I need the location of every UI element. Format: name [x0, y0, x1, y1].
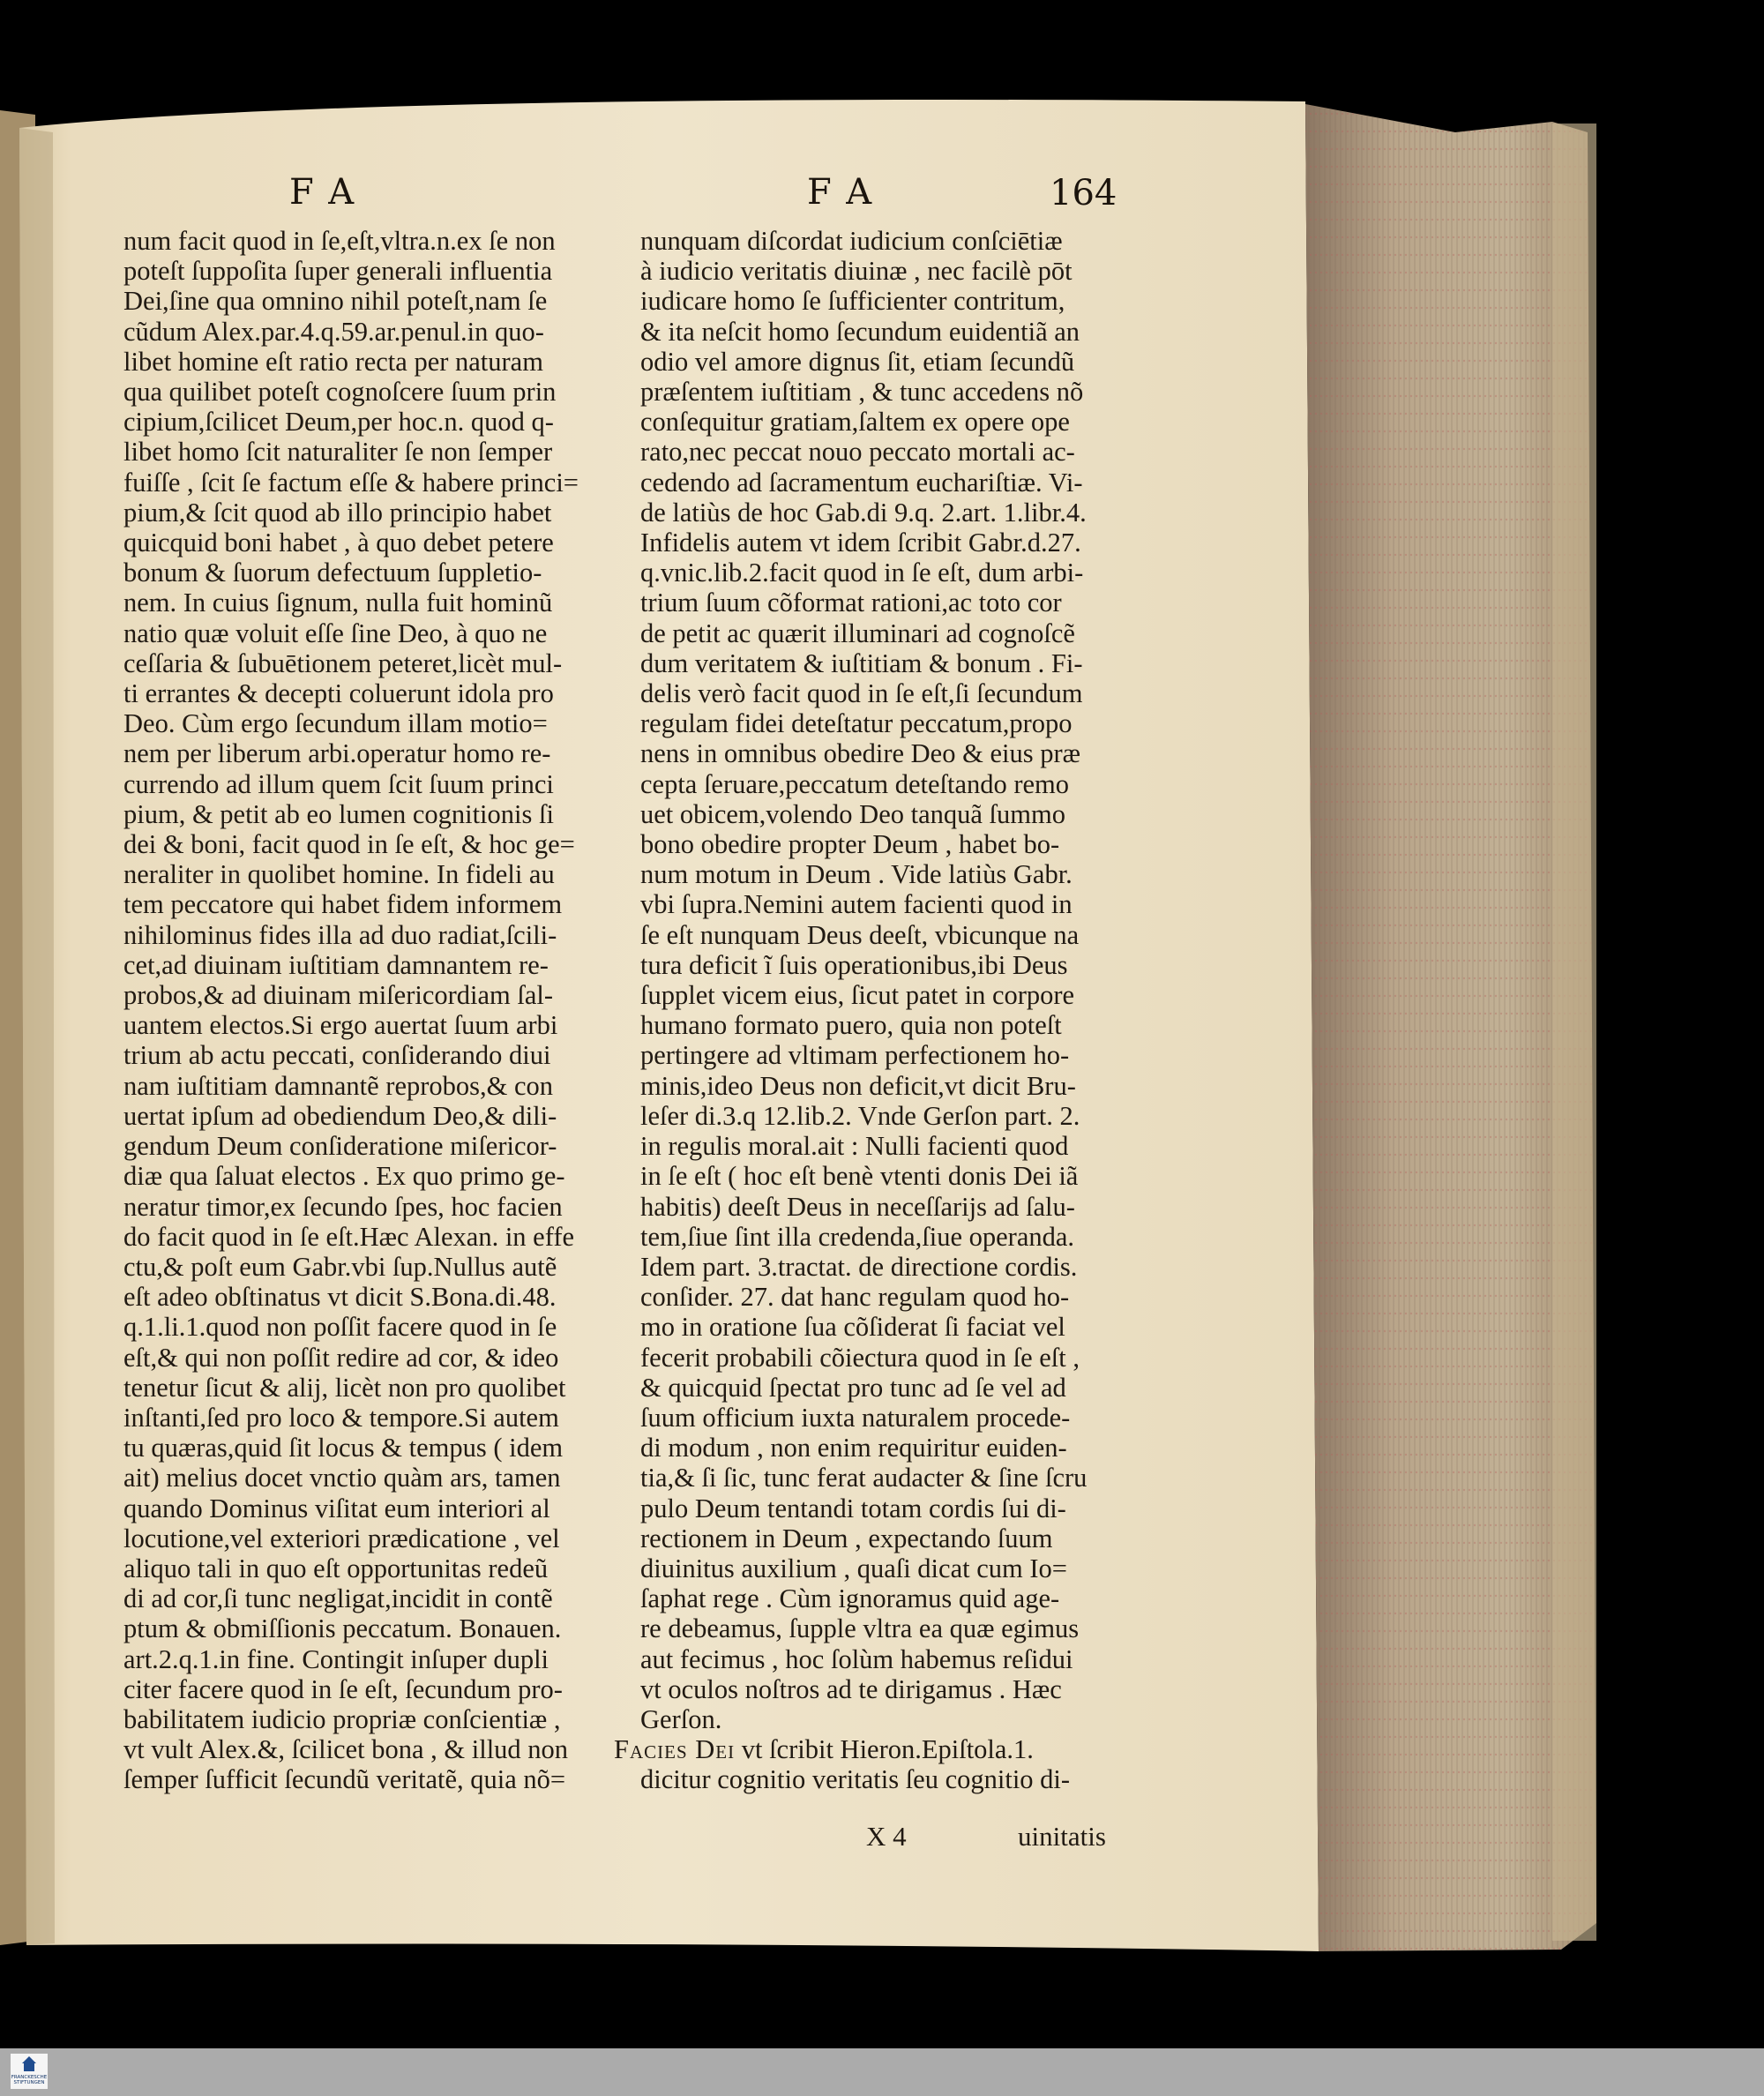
- text-line: tu quæras,quid ſit locus & tempus ( idem: [123, 1433, 564, 1463]
- text-line: art.2.q.1.in fine. Contingit inſuper dupli: [123, 1643, 549, 1674]
- text-line: à iudicio veritatis diuinæ , nec facilè pōt: [640, 256, 1073, 287]
- text-line: rato,nec peccat nouo peccato mortali ac-: [640, 437, 1075, 468]
- entry-headword: Facies Dei: [614, 1734, 736, 1765]
- library-stamp: [11, 2054, 48, 2089]
- right-column: [614, 226, 1147, 1795]
- text-line: aut fecimus , hoc ſolùm habemus reſidui: [640, 1643, 1073, 1674]
- text-line: gendum Deum conſideratione miſericor-: [123, 1131, 557, 1162]
- text-line: ait) melius docet vnctio quàm ars, tamen: [123, 1463, 561, 1493]
- text-line: cipium,ſcilicet Deum,per hoc.n. quod q-: [123, 407, 554, 438]
- text-line: Deo. Cùm ergo ſecundum illam motio=: [123, 708, 548, 739]
- text-line: eſt adeo obſtinatus vt dicit S.Bona.di.48.: [123, 1282, 557, 1313]
- text-line: re debeamus, ſupple vltra ea quæ egimus: [640, 1613, 1080, 1644]
- text-line: aliquo tali in quo eſt opportunitas redeũ: [123, 1553, 549, 1583]
- text-line: tem,ſiue ſint illa credenda,ſiue operanda.: [640, 1221, 1075, 1252]
- text-line: diuinitus auxilium , quaſi dicat cum Io=: [640, 1553, 1067, 1583]
- text-line: mo in oratione ſua cõſiderat ſi faciat vel: [640, 1312, 1065, 1343]
- text-line: eſt,& qui non poſſit redire ad cor, & ideo: [123, 1342, 559, 1373]
- text-line: cedendo ad ſacramentum euchariſtiæ. Vi-: [640, 467, 1083, 498]
- text-line: diæ qua ſaluat electos . Ex quo primo ge-: [123, 1161, 565, 1192]
- text-line: vt oculos noſtros ad te dirigamus . Hæc: [640, 1673, 1062, 1704]
- text-line: pium,& ſcit quod ab illo principio habet: [123, 497, 552, 528]
- text-line: vbi ſupra.Nemini autem facienti quod in: [640, 889, 1073, 920]
- text-line: neraliter in quolibet homine. In fideli au: [123, 859, 555, 890]
- text-line: libet homine eſt ratio recta per naturam: [123, 346, 543, 377]
- text-line: quando Dominus viſitat eum interiori al: [123, 1493, 550, 1523]
- text-line: conſequitur gratiam,ſaltem ex opere ope: [640, 407, 1070, 438]
- text-line: babilitatem iudicio propriæ conſcientiæ ,: [123, 1703, 561, 1734]
- text-line: & quicquid ſpectat pro tunc ad ſe vel ad: [640, 1372, 1066, 1403]
- text-line: locutione,vel exteriori prædicatione , vel: [123, 1523, 560, 1553]
- running-head-left: FA: [289, 172, 372, 213]
- text-line: tem peccatore qui habet fidem informem: [123, 889, 563, 920]
- text-line: humano formato puero, quia non poteſt: [640, 1010, 1062, 1041]
- text-line: regulam fidei deteſtatur peccatum,propo: [640, 708, 1073, 739]
- text-line: pium, & petit ab eo lumen cognitionis ſi: [123, 798, 554, 829]
- text-line: cepta ſeruare,peccatum deteſtando remo: [640, 768, 1070, 799]
- text-line: quicquid boni habet , à quo debet petere: [123, 528, 554, 558]
- text-line: nihilominus fides illa ad duo radiat,ſcili-: [123, 919, 557, 950]
- text-line: di modum , non enim requiritur euiden-: [640, 1433, 1067, 1463]
- text-line: dicitur cognitio veritatis ſeu cognitio di-: [640, 1764, 1071, 1795]
- text-line: cet,ad diuinam iuſtitiam damnantem re-: [123, 949, 549, 980]
- text-line: ſupplet vicem eius, ſicut patet in corpore: [640, 980, 1075, 1011]
- text-line: nem per liberum arbi.operatur homo re-: [123, 738, 551, 769]
- text-line: bonum & ſuorum defectuum ſuppletio-: [123, 558, 542, 588]
- text-line: leſer di.3.q 12.lib.2. Vnde Gerſon part. 2.: [640, 1100, 1080, 1131]
- text-line: uet obicem,volendo Deo tanquã ſummo: [640, 798, 1065, 829]
- text-line: ſemper ſufficit ſecundũ veritatẽ, quia nõ=: [123, 1764, 566, 1795]
- text-line: tia,& ſi ſic, tunc ferat audacter & ſine ſcru: [640, 1463, 1088, 1493]
- text-line: ſe eſt nunquam Deus deeſt, vbicunque na: [640, 919, 1080, 950]
- text-line: in ſe eſt ( hoc eſt benè vtenti donis Dei iã: [640, 1161, 1079, 1192]
- running-head-right: FA: [807, 172, 890, 213]
- text-line: rectionem in Deum , expectando ſuum: [640, 1523, 1053, 1553]
- text-line: bono obedire propter Deum , habet bo-: [640, 829, 1060, 860]
- text-line: Infidelis autem vt idem ſcribit Gabr.d.27.: [640, 528, 1081, 558]
- text-line: iudicare homo ſe ſufficienter contritum,: [640, 286, 1065, 317]
- text-line: minis,ideo Deus non deficit,vt dicit Bru-: [640, 1070, 1076, 1101]
- text-line: do facit quod in ſe eſt.Hæc Alexan. in effe: [123, 1221, 575, 1252]
- text-line: dei & boni, facit quod in ſe eſt, & hoc ge=: [123, 829, 575, 860]
- text-line: nam iuſtitiam damnantẽ reprobos,& con: [123, 1070, 554, 1101]
- text-line: præſentem iuſtitiam , & tunc accedens nõ: [640, 377, 1084, 408]
- text-line: nem. In cuius ſignum, nulla fuit hominũ: [123, 588, 553, 618]
- text-line: citer facere quod in ſe eſt, ſecundum pro-: [123, 1673, 563, 1704]
- text-line: tura deficit ĩ ſuis operationibus,ibi Deus: [640, 949, 1068, 980]
- text-line: di ad cor,ſi tunc negligat,incidit in contẽ: [123, 1583, 553, 1614]
- text-line: de petit ac quærit illuminari ad cognoſcẽ: [640, 618, 1075, 648]
- text-line: uertat ipſum ad obediendum Deo,& dili-: [123, 1100, 557, 1131]
- text-line: libet homo ſcit naturaliter ſe non ſemper: [123, 437, 553, 468]
- text-line: natio quæ voluit eſſe ſine Deo, à quo ne: [123, 618, 548, 648]
- text-line: ſaphat rege . Cùm ignoramus quid age-: [640, 1583, 1060, 1614]
- text-line: tenetur ſicut & alij, licèt non pro quolibet: [123, 1372, 566, 1403]
- text-line: q.vnic.lib.2.facit quod in ſe eſt, dum arbi-: [640, 558, 1084, 588]
- text-line: num facit quod in ſe,eſt,vltra.n.ex ſe non: [123, 226, 556, 256]
- text-line: de latiùs de hoc Gab.di 9.q. 2.art. 1.libr.4.: [640, 497, 1087, 528]
- text-line: fuiſſe , ſcit ſe factum eſſe & habere princi=: [123, 467, 579, 498]
- text-line: currendo ad illum quem ſcit ſuum princi: [123, 768, 554, 799]
- text-line: conſider. 27. dat hanc regulam quod ho-: [640, 1282, 1070, 1313]
- text-line: nens in omnibus obedire Deo & eius præ: [640, 738, 1080, 769]
- text-line: ceſſaria & ſubuētionem peteret,licèt mul-: [123, 648, 563, 678]
- text-line: dum veritatem & iuſtitiam & bonum . Fi-: [640, 648, 1083, 678]
- text-line: Dei,ſine qua omnino nihil poteſt,nam ſe: [123, 286, 548, 317]
- text-line: vt vult Alex.&, ſcilicet bona , & illud non: [123, 1734, 569, 1765]
- text-line: num motum in Deum . Vide latiùs Gabr.: [640, 859, 1073, 890]
- text-line: q.1.li.1.quod non poſſit facere quod in ſe: [123, 1312, 557, 1343]
- cover-edge: [1552, 124, 1596, 1941]
- text-line: Gerſon.: [640, 1703, 722, 1734]
- text-line: ctu,& poſt eum Gabr.vbi ſup.Nullus autẽ: [123, 1251, 557, 1282]
- text-line: ti errantes & decepti coluerunt idola pro: [123, 678, 554, 709]
- entry-facies: [614, 1734, 1147, 1764]
- text-line: trium ab actu peccati, conſiderando diui: [123, 1040, 551, 1071]
- text-line: pulo Deum tentandi totam cordis ſui di-: [640, 1493, 1066, 1523]
- text-line: fecerit probabili cõiectura quod in ſe eſt ,: [640, 1342, 1080, 1373]
- text-line: odio vel amore dignus ſit, etiam ſecundũ: [640, 346, 1075, 377]
- text-line: & ita neſcit homo ſecundum euidentiã an: [640, 316, 1080, 347]
- library-logo-icon: [11, 2054, 48, 2075]
- entry-text: vt ſcribit Hieron.Epiſtola.1.: [741, 1734, 1034, 1765]
- text-line: ſuum officium iuxta naturalem procede-: [640, 1402, 1071, 1433]
- text-line: uantem electos.Si ergo auertat ſuum arbi: [123, 1010, 558, 1041]
- text-line: ptum & obmiſſionis peccatum. Bonauen.: [123, 1613, 562, 1644]
- catchword: uinitatis: [1018, 1821, 1106, 1852]
- text-line: neratur timor,ex ſecundo ſpes, hoc facien: [123, 1191, 563, 1222]
- text-line: probos,& ad diuinam miſericordiam ſal-: [123, 980, 554, 1011]
- text-line: pertingere ad vltimam perfectionem ho-: [640, 1040, 1070, 1071]
- text-line: delis verò facit quod in ſe eſt,ſi ſecundum: [640, 678, 1083, 709]
- signature-mark: X 4: [866, 1821, 907, 1852]
- left-column: [123, 226, 607, 1795]
- text-line: habitis) deeſt Deus in neceſſarijs ad ſalu-: [640, 1191, 1075, 1222]
- page-number: 164: [1050, 173, 1117, 213]
- text-line: in regulis moral.ait : Nulli facienti quod: [640, 1131, 1069, 1162]
- text-line: trium ſuum cõformat rationi,ac toto cor: [640, 588, 1062, 618]
- stamp-label: FRANCKESCHE STIFTUNGEN: [11, 2075, 48, 2085]
- text-line: Idem part. 3.tractat. de directione cordis.: [640, 1251, 1078, 1282]
- text-line: nunquam diſcordat iudicium conſciētiæ: [640, 226, 1063, 256]
- text-line: cũdum Alex.par.4.q.59.ar.penul.in quo-: [123, 316, 544, 347]
- text-line: qua quilibet poteſt cognoſcere ſuum prin: [123, 377, 557, 408]
- text-line: inſtanti,ſed pro loco & tempore.Si autem: [123, 1402, 559, 1433]
- bottom-strip: [0, 2048, 1764, 2096]
- text-line: poteſt ſuppoſita ſuper generali influentia: [123, 256, 553, 287]
